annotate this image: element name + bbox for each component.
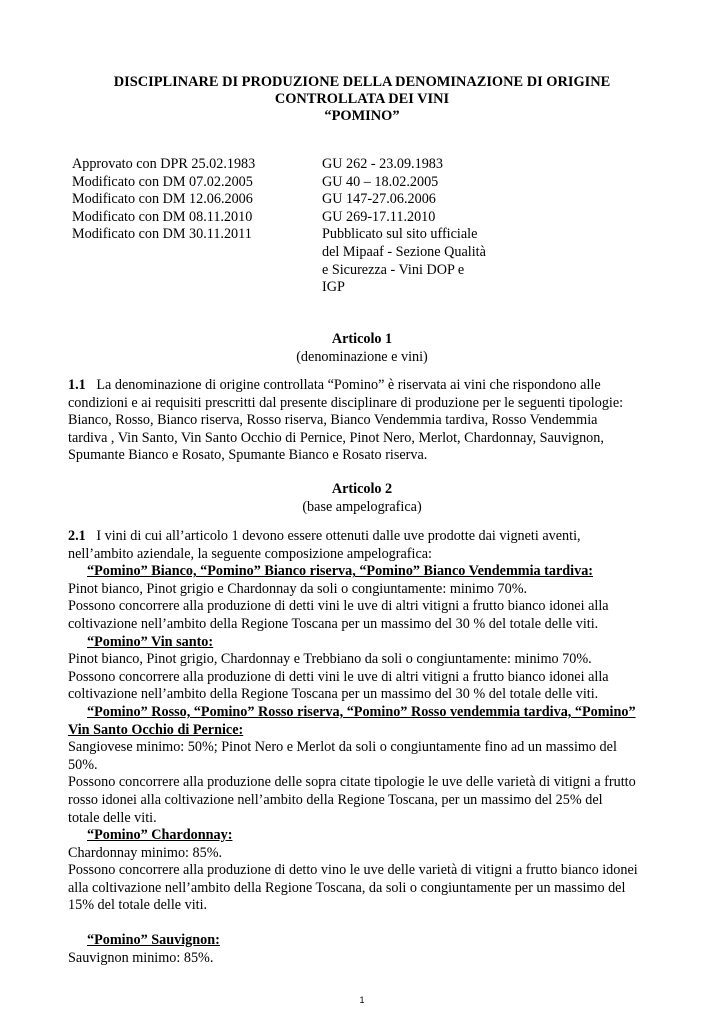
approval-row [72, 174, 512, 192]
title-line-2: CONTROLLATA DEI VINI [274, 91, 450, 107]
articolo-1-paragraph-1: 1.1 La denominazione di origine controllata “Pomino” è riservata ai vini che rispondono alle condizioni e ai requisiti prescritti dal presente disciplinare di produzione per le seguenti tipologie: Bianco, Rosso, Bianco riserva, Rosso riserva, Bianco Vendemmia tardiva, Rosso Vendemmia tardiva , Vin Santo, Vin Santo Occhio di Pernice, Pinot Nero, Merlot, Chardonnay, Sauvignon, Spumante Bianco e Rosato, Spumante Bianco e Rosato riserva. [68, 377, 624, 464]
section-heading: “Pomino” Rosso, “Pomino” Rosso riserva, “Pomino” Rosso vendemmia tardiva, “Pomino” [87, 703, 636, 720]
section-heading: “Pomino” Chardonnay: [87, 827, 233, 844]
approval-list [72, 156, 512, 297]
approval-decree: Modificato con DM 12.06.2006 [72, 191, 253, 208]
articolo-1-subtitle: (denominazione e vini) [296, 348, 428, 365]
page-number: 1 [359, 995, 365, 1005]
section-heading: “Pomino” Sauvignon: [87, 932, 220, 949]
section-chardonnay: “Pomino” Chardonnay: Chardonnay minimo: 85%. Possono concorrere alla produzione di detto vino le uve delle varietà di vitigni a frutto bianco idonei alla coltivazione nell’ambito della Regione Toscana, da soli o congiuntamente per un massimo del 15% del totale delle viti. [68, 827, 638, 914]
approval-publication: GU 262 - 23.09.1983 [322, 156, 443, 172]
approval-row [72, 209, 512, 227]
approval-row [72, 156, 512, 174]
articolo-2-header [60, 481, 664, 516]
section-bianco: “Pomino” Bianco, “Pomino” Bianco riserva, “Pomino” Bianco Vendemmia tardiva: Pinot bianco, Pinot grigio e Chardonnay da soli o congiuntamente: minimo 70%. Possono concorrere alla produzione di detti vini le uve di altri vitigni a frutto bianco idonei alla coltivazione nell’ambito della Regione Toscana per un massimo del 30 % del totale delle viti. [68, 563, 609, 632]
section-vin-santo: “Pomino” Vin santo: Pinot bianco, Pinot grigio, Chardonnay e Trebbiano da soli o congiuntamente: minimo 70%. Possono concorrere alla produzione di detti vini le uve di altri vitigni a frutto bianco idonei alla coltivazione nell’ambito della Regione Toscana per un massimo del 30 % del totale delle viti. [68, 633, 609, 703]
approval-row [72, 226, 512, 296]
approval-publication: GU 40 – 18.02.2005 [322, 173, 439, 190]
section-heading-continued: Vin Santo Occhio di Pernice: [68, 721, 244, 738]
section-rosso: “Pomino” Rosso, “Pomino” Rosso riserva, “Pomino” Rosso vendemmia tardiva, “Pomino” Vin Santo Occhio di Pernice: Sangiovese minimo: 50%; Pinot Nero e Merlot da soli o congiuntamente fino ad un massimo del 50%. Possono concorrere alla produzione delle sopra citate tipologie le uve delle varietà di vitigni a frutto rosso idonei alla coltivazione nell’ambito della Regione Toscana, per un massimo del 25% del totale delle viti. [68, 703, 636, 826]
paragraph-number: 2.1 [68, 528, 86, 544]
document-title [60, 74, 664, 125]
articolo-2-body: 2.1 I vini di cui all’articolo 1 devono essere ottenuti dalle uve prodotte dai vigneti aventi, nell’ambito aziendale, la seguente composizione ampelografica: “Pomino” Bianco, “Pomino” Bianco riserva, “Pomino” Bianco Vendemmia tardiva: Pinot bianco, Pinot grigio e Chardonnay da soli o congiuntamente: minimo 70%. Possono concorrere alla produzione di detti vini le uve di altri vitigni a frutto bianco idonei alla coltivazione nell’ambito della Regione Toscana per un massimo del 30 % del totale delle viti. “Pomino” Vin santo: Pinot bianco, Pinot grigio, Chardonnay e Trebbiano da soli o congiuntamente: minimo 70%. Possono concorrere alla produzione di detti vini le uve di altri vitigni a frutto bianco idonei alla coltivazione nell’ambito della Regione Toscana per un massimo del 30 % del totale delle viti. “Pomino” Rosso, “Pomino” Rosso riserva, “Pomino” Rosso vendemmia tardiva, “Pomino” Vin Santo Occhio di Pernice: Sangiovese minimo: 50%; Pinot Nero e Merlot da soli o congiuntamente fino ad un massimo del 50%. Possono concorrere alla produzione delle sopra citate tipologie le uve delle varietà di vitigni a frutto rosso idonei alla coltivazione nell’ambito della Regione Toscana, per un massimo del 25% del totale delle viti. “Pomino” Chardonnay: Chardonnay minimo: 85%. Possono concorrere alla produzione di detto vino le uve delle varietà di vitigni a frutto bianco idonei alla coltivazione nell’ambito della Regione Toscana, da soli o congiuntamente per un massimo del 15% del totale delle viti. “Pomino” Sauvignon: Sauvignon minimo: 85%. [68, 528, 656, 967]
section-heading: “Pomino” Vin santo: [87, 633, 214, 650]
approval-decree: Modificato con DM 30.11.2011 [72, 226, 252, 243]
title-line-1: DISCIPLINARE DI PRODUZIONE DELLA DENOMINAZIONE DI ORIGINE [113, 74, 611, 90]
articolo-1-header [60, 331, 664, 366]
articolo-2-heading: Articolo 2 [331, 481, 393, 497]
approval-decree: Approvato con DPR 25.02.1983 [72, 156, 256, 172]
paragraph-number: 1.1 [68, 377, 86, 393]
section-sauvignon: “Pomino” Sauvignon: Sauvignon minimo: 85%. [68, 932, 220, 966]
approval-decree: Modificato con DM 08.11.2010 [72, 208, 253, 225]
section-heading: “Pomino” Bianco, “Pomino” Bianco riserva, “Pomino” Bianco Vendemmia tardiva: [87, 563, 594, 580]
approval-publication: GU 269-17.11.2010 [322, 208, 436, 225]
approval-row [72, 191, 512, 209]
approval-publication: Pubblicato sul sito ufficiale del Mipaaf - Sezione Qualità e Sicurezza - Vini DOP e IGP [322, 226, 486, 296]
title-line-3: “POMINO” [324, 108, 400, 124]
articolo-2-subtitle: (base ampelografica) [302, 498, 422, 515]
approval-publication: GU 147-27.06.2006 [322, 191, 436, 208]
articolo-1-heading: Articolo 1 [331, 331, 393, 347]
approval-decree: Modificato con DM 07.02.2005 [72, 173, 253, 190]
